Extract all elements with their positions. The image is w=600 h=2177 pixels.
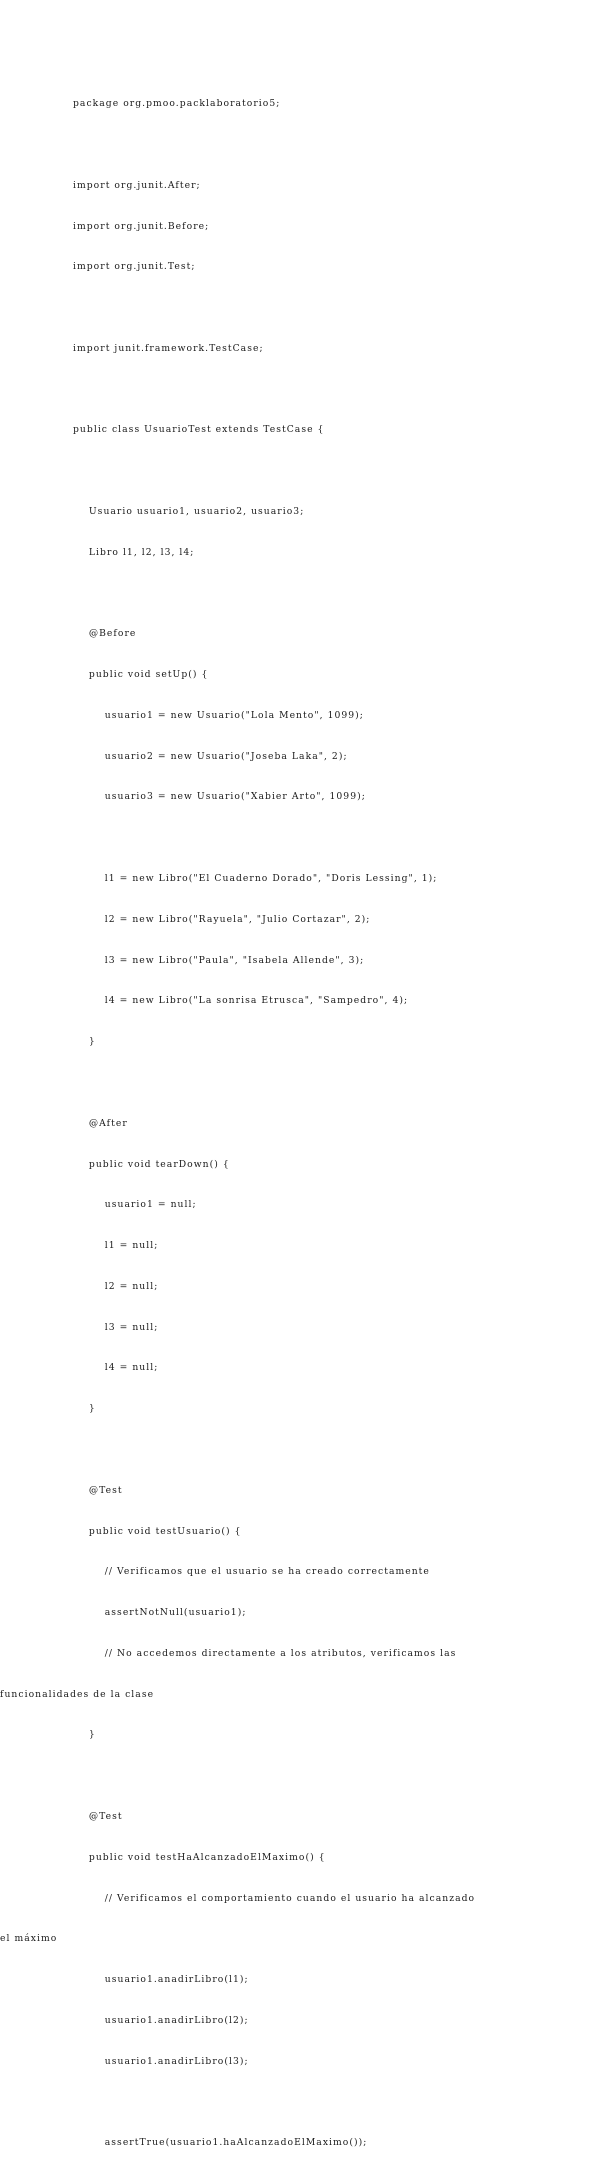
code-line-blank	[73, 138, 475, 152]
code-line-setup-l3: l3 = new Libro("Paula", "Isabela Allende", 3);	[73, 954, 365, 966]
code-line-assert-notnull: assertNotNull(usuario1);	[73, 1607, 247, 1619]
code-line-import-after: import org.junit.After;	[73, 179, 201, 191]
code-line-close-brace: }	[73, 1036, 96, 1048]
code-line-testusuario-signature: public void testUsuario() {	[73, 1525, 242, 1537]
code-line-class-declaration: public class UsuarioTest extends TestCase {	[73, 424, 325, 436]
code-line-anadir-l1: usuario1.anadirLibro(l1);	[73, 1974, 249, 1986]
code-line-annotation-test: @Test	[73, 1484, 123, 1496]
code-line-close-brace: }	[73, 1403, 96, 1415]
code-line-setup-l1: l1 = new Libro("El Cuaderno Dorado", "Doris Lessing", 1);	[73, 873, 438, 885]
code-line-comment-comportamiento: // Verificamos el comportamiento cuando el usuario ha alcanzado	[73, 1892, 476, 1904]
code-line-teardown-l4: l4 = null;	[73, 1362, 159, 1374]
code-line-teardown-usuario1: usuario1 = null;	[73, 1199, 197, 1211]
code-line-setup-signature: public void setUp() {	[73, 669, 209, 681]
code-line-assert-true: assertTrue(usuario1.haAlcanzadoElMaximo());	[73, 2137, 368, 2149]
code-line-close-brace: }	[73, 1729, 96, 1741]
code-line-blank	[73, 1076, 475, 1090]
code-line-import-before: import org.junit.Before;	[73, 220, 210, 232]
code-line-teardown-signature: public void tearDown() {	[73, 1158, 230, 1170]
code-line-blank	[73, 2095, 475, 2109]
code-line-blank	[73, 1769, 475, 1783]
code-line-anadir-l2: usuario1.anadirLibro(l2);	[73, 2014, 249, 2026]
code-line-setup-l4: l4 = new Libro("La sonrisa Etrusca", "Sampedro", 4);	[73, 995, 409, 1007]
code-line-package: package org.pmoo.packlaboratorio5;	[73, 98, 281, 110]
code-listing	[0, 70, 476, 2177]
code-line-blank	[73, 831, 475, 845]
code-line-annotation-test: @Test	[73, 1811, 123, 1822]
code-line-setup-usuario3: usuario3 = new Usuario("Xabier Arto", 1099);	[73, 791, 366, 803]
code-line-field-usuarios: Usuario usuario1, usuario2, usuario3;	[73, 506, 305, 517]
code-line-blank	[73, 301, 475, 315]
code-line-annotation-after: @After	[73, 1117, 128, 1129]
code-line-teardown-l1: l1 = null;	[73, 1240, 159, 1252]
code-line-comment-wrap: el máximo	[0, 1933, 58, 1945]
code-line-teardown-l3: l3 = null;	[73, 1321, 159, 1333]
code-line-import-test: import org.junit.Test;	[73, 261, 196, 273]
code-line-blank	[73, 1443, 475, 1457]
code-line-testmaximo-signature: public void testHaAlcanzadoElMaximo() {	[73, 1851, 326, 1863]
code-line-comment-wrap: funcionalidades de la clase	[0, 1688, 155, 1700]
code-line-setup-usuario2: usuario2 = new Usuario("Joseba Laka", 2);	[73, 750, 348, 762]
code-line-blank	[73, 383, 475, 397]
code-line-comment-no-accedemos: // No accedemos directamente a los atributos, verificamos las	[73, 1647, 457, 1659]
code-line-field-libros: Libro l1, l2, l3, l4;	[73, 546, 195, 558]
code-line-setup-l2: l2 = new Libro("Rayuela", "Julio Cortazar", 2);	[73, 913, 371, 925]
code-line-blank	[73, 464, 475, 478]
code-line-anadir-l3: usuario1.anadirLibro(l3);	[73, 2055, 249, 2067]
code-line-comment-verificamos: // Verificamos que el usuario se ha creado correctamente	[73, 1566, 430, 1578]
code-line-blank	[73, 587, 475, 601]
code-line-annotation-before: @Before	[73, 628, 137, 640]
code-line-import-testcase: import junit.framework.TestCase;	[73, 342, 264, 354]
code-line-setup-usuario1: usuario1 = new Usuario("Lola Mento", 1099);	[73, 709, 364, 721]
code-line-teardown-l2: l2 = null;	[73, 1280, 159, 1292]
